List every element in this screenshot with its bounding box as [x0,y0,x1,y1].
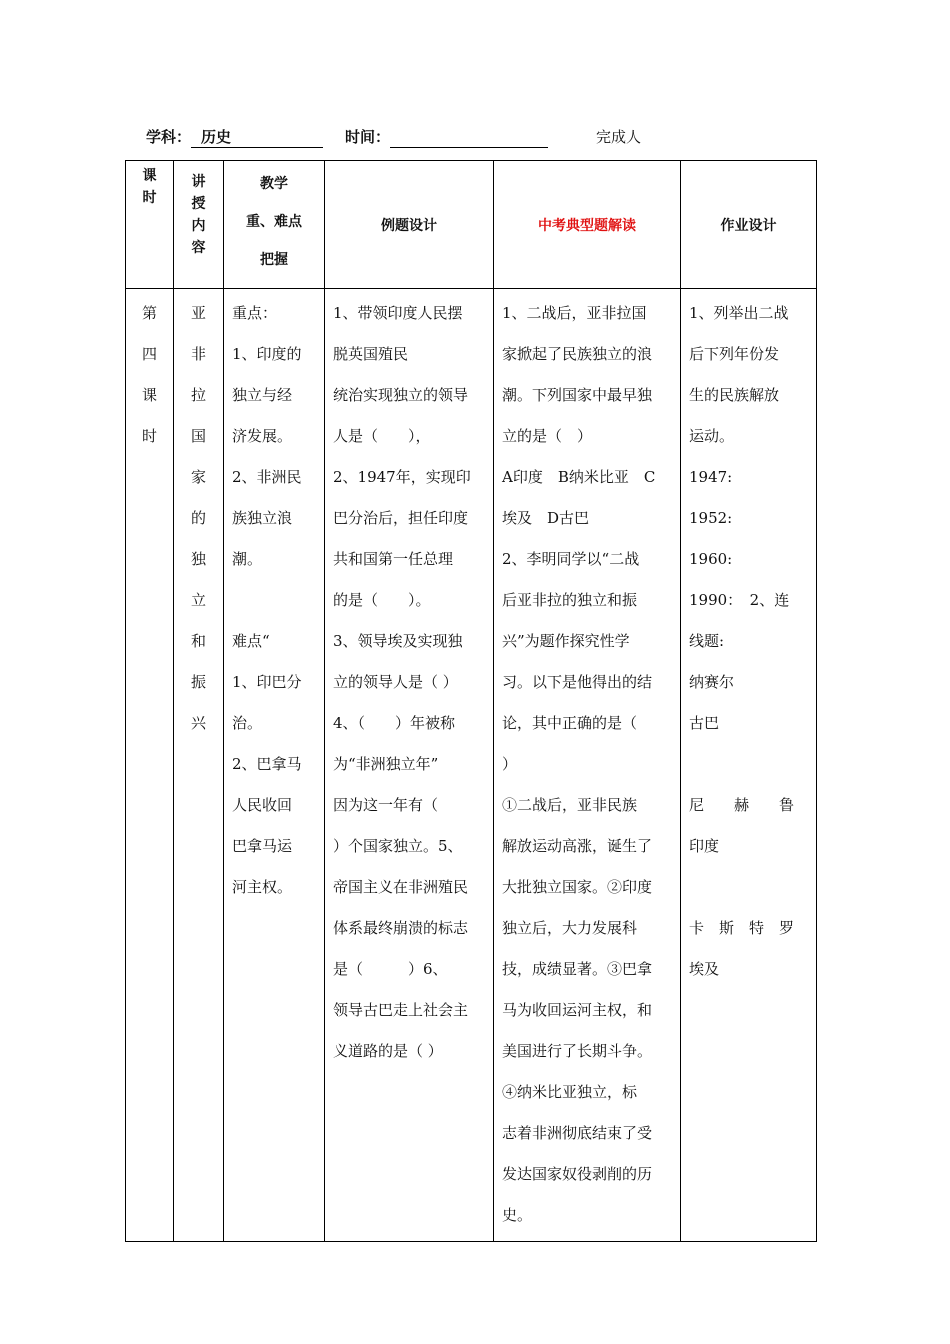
content-char: 和 [190,632,206,650]
examples-line: 1、带领印度人民摆 [333,304,463,322]
homework-line: 纳赛尔 [689,673,735,691]
header-char: 课 [142,168,157,184]
homework-line: 线题: [689,632,725,650]
exam-line: 兴”为题作探究性学 [502,632,630,650]
examples-line: 义道路的是（ ） [333,1042,443,1060]
examples-line: 巴分治后，担任印度 [333,509,469,527]
exam-line: 马为收回运河主权，和 [502,1001,653,1019]
keypoints-line: 2、非洲民 [232,468,302,486]
homework-line: 古巴 [689,714,720,732]
keypoints-line: 族独立浪 [232,509,293,527]
homework-line: 尼 赫 鲁 [689,796,795,814]
time-blank [390,133,548,148]
content-char: 家 [190,468,206,486]
exam-line: 发达国家奴役剥削的历 [502,1165,653,1183]
keypoints-line: 1、印巴分 [232,673,302,691]
examples-line: 的是（ ）。 [333,591,431,609]
author-label: 完成人 [596,128,642,146]
header-line: 把握 [260,252,288,268]
exam-line: 史。 [502,1206,533,1224]
keypoints-line: 2、巴拿马 [232,755,302,773]
exam-line: 志着非洲彻底结束了受 [502,1124,653,1142]
homework-line: 生的民族解放 [689,386,780,404]
examples-line: 领导古巴走上社会主 [333,1001,469,1019]
examples-line: 人是（ ）， [333,427,431,445]
exam-line: 习。以下是他得出的结 [502,673,653,691]
col-header-lesson [126,161,174,289]
exam-line: 美国进行了长期斗争。 [502,1042,653,1060]
header-char: 授 [191,196,206,212]
exam-line: 1、二战后，亚非拉国 [502,304,647,322]
exam-line: 2、李明同学以“二战 [502,550,640,568]
lesson-char: 第 [141,304,157,322]
keypoints-line: 重点： [232,304,278,322]
examples-line: 3、领导埃及实现独 [333,632,463,650]
content-char: 国 [190,427,206,445]
blank-line [689,744,808,785]
examples-line: 统治实现独立的领导 [333,386,469,404]
header-char: 容 [191,240,206,256]
blank-line [689,867,808,908]
col-header-keypoints [224,161,325,289]
keypoints-line: 独立与经 [232,386,293,404]
header-line: 教学 [260,176,288,192]
col-header-exam: 中考典型题解读 [494,161,681,289]
homework-line: 1960: [689,550,733,568]
exam-line: 独立后，大力发展科 [502,919,638,937]
col-header-examples: 例题设计 [325,161,494,289]
exam-line: 潮。下列国家中最早独 [502,386,653,404]
examples-line: 4、（ ）年被称 [333,714,456,732]
keypoints-line: 治。 [232,714,263,732]
homework-line: 卡 斯 特 罗 [689,919,795,937]
exam-line: ①二战后，亚非民族 [502,796,638,814]
exam-line: ④纳米比亚独立，标 [502,1083,638,1101]
col-header-homework: 作业设计 [681,161,817,289]
exam-line: 论，其中正确的是（ [502,714,638,732]
examples-line: ）个国家独立。5、 [333,837,463,855]
lesson-cell [126,289,174,1242]
keypoints-line: 人民收回 [232,796,293,814]
lesson-char: 时 [141,427,157,445]
header-char: 内 [191,218,206,234]
subject-label: 学科： [146,128,192,146]
lesson-char: 四 [141,345,157,363]
examples-line: 共和国第一任总理 [333,550,454,568]
exam-line: 大批独立国家。②印度 [502,878,653,896]
homework-line: 印度 [689,837,720,855]
keypoints-line: 河主权。 [232,878,293,896]
content-char: 振 [190,673,206,691]
exam-line: 埃及 D古巴 [502,509,590,527]
document-header [146,126,641,148]
exam-line: 解放运动高涨，诞生了 [502,837,653,855]
time-label: 时间： [345,128,391,146]
lesson-plan-table [125,160,817,1242]
exam-cell [494,289,681,1242]
subject-value: 历史 [191,126,323,148]
homework-line: 埃及 [689,960,720,978]
homework-line: 1990： 2、连 [689,591,790,609]
examples-cell [325,289,494,1242]
examples-line: 帝国主义在非洲殖民 [333,878,469,896]
lesson-row [126,289,817,1242]
exam-line: 立的是（ ） [502,427,593,445]
exam-line: 技，成绩显著。③巴拿 [502,960,653,978]
examples-line: 是（ ）6、 [333,960,448,978]
content-char: 独 [190,550,206,568]
content-cell [174,289,224,1242]
homework-line: 1、列举出二战 [689,304,789,322]
exam-line: ） [502,755,518,773]
homework-line: 1947: [689,468,733,486]
homework-line: 后下列年份发 [689,345,780,363]
examples-line: 因为这一年有（ [333,796,439,814]
header-char: 讲 [191,174,206,190]
blank-line [232,580,316,621]
homework-line: 运动。 [689,427,735,445]
keypoints-line: 巴拿马运 [232,837,293,855]
table-header-row [126,161,817,289]
examples-line: 2、1947年，实现印 [333,468,471,486]
header-line: 重、难点 [246,214,302,230]
exam-line: 后亚非拉的独立和振 [502,591,638,609]
examples-line: 体系最终崩溃的标志 [333,919,469,937]
content-char: 亚 [190,304,206,322]
content-char: 的 [190,509,206,527]
examples-line: 立的领导人是（ ） [333,673,458,691]
keypoints-line: 难点“ [232,632,270,650]
lesson-char: 课 [141,386,157,404]
content-char: 非 [190,345,206,363]
col-header-content [174,161,224,289]
content-char: 兴 [190,714,206,732]
content-char: 拉 [190,386,206,404]
exam-line: A印度 B纳米比亚 C [502,468,656,486]
keypoints-line: 济发展。 [232,427,293,445]
keypoints-line: 1、印度的 [232,345,302,363]
content-char: 立 [190,591,206,609]
exam-line: 家掀起了民族独立的浪 [502,345,653,363]
homework-line: 1952: [689,509,733,527]
homework-cell [681,289,817,1242]
examples-line: 脱英国殖民 [333,345,409,363]
header-char: 时 [142,190,157,206]
keypoints-line: 潮。 [232,550,263,568]
keypoints-cell [224,289,325,1242]
examples-line: 为“非洲独立年” [333,755,439,773]
